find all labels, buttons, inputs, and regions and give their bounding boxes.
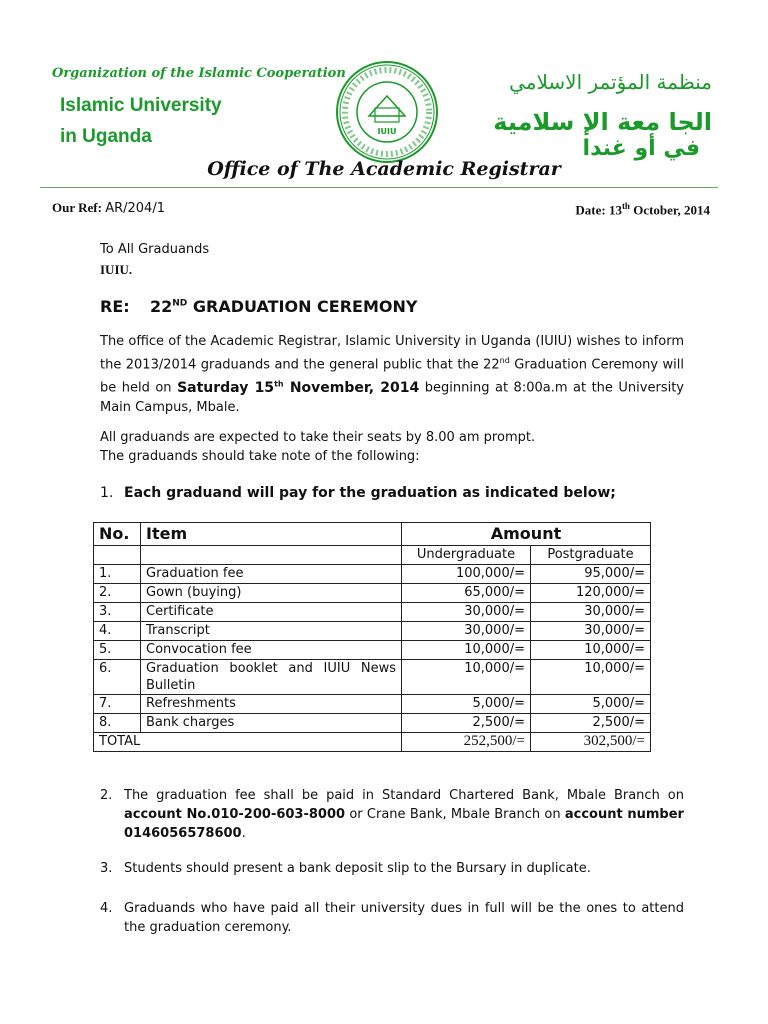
table-row: 2. Gown (buying) 65,000/= 120,000/= bbox=[94, 584, 651, 603]
organization-name: Organization of the Islamic Cooperation bbox=[52, 66, 346, 81]
total-label: TOTAL bbox=[94, 733, 402, 752]
office-title: Office of The Academic Registrar bbox=[207, 158, 561, 180]
subject-title: GRADUATION CEREMONY bbox=[192, 297, 418, 316]
instructions-line2: The graduands should take note of the following: bbox=[100, 449, 420, 464]
university-name-line2: in Uganda bbox=[60, 126, 152, 147]
table-row: 8. Bank charges 2,500/= 2,500/= bbox=[94, 714, 651, 733]
point-1-text: Each graduand will pay for the graduation as indicated below; bbox=[124, 485, 616, 501]
date-label: Date: bbox=[575, 202, 606, 218]
table-row: 5. Convocation fee 10,000/= 10,000/= bbox=[94, 641, 651, 660]
table-row: 7. Refreshments 5,000/= 5,000/= bbox=[94, 695, 651, 714]
point-3: 3. Students should present a bank deposit slip to the Bursary in duplicate. bbox=[100, 861, 591, 876]
recipient-line1: To All Graduands bbox=[100, 242, 210, 257]
fee-table-subheader bbox=[94, 546, 651, 565]
recipient-line2: IUIU. bbox=[100, 262, 133, 277]
seal-label: IUIU bbox=[377, 127, 397, 136]
reference bbox=[52, 200, 165, 216]
subject-line bbox=[100, 297, 417, 316]
reference-value: AR/204/1 bbox=[105, 201, 165, 216]
subject-number-suffix: ND bbox=[172, 298, 188, 309]
date-day: 13 bbox=[608, 202, 622, 218]
point-1-number: 1. bbox=[100, 485, 114, 501]
header-amount: Amount bbox=[402, 523, 651, 546]
header-no: No. bbox=[94, 523, 141, 546]
header-undergraduate: Undergraduate bbox=[402, 546, 531, 565]
account-number-1: account No.010-200-603-8000 bbox=[124, 807, 346, 822]
instructions-line1: All graduands are expected to take their seats by 8.00 am prompt. bbox=[100, 430, 536, 445]
letter-date bbox=[575, 201, 710, 218]
university-name-line1: Islamic University bbox=[60, 95, 222, 116]
header-item: Item bbox=[141, 523, 402, 546]
instructions-paragraph bbox=[100, 428, 684, 466]
reference-label: Our Ref: bbox=[52, 200, 102, 215]
point-1 bbox=[100, 485, 616, 501]
ceremony-date: Saturday 15th November, 2014 bbox=[177, 379, 420, 396]
arabic-organization: منظمة المؤتمر الاسلامي bbox=[509, 70, 712, 94]
point-4: 4. Graduands who have paid all their university dues in full will be the ones to attend the graduation ceremony. bbox=[100, 901, 684, 935]
subject-prefix: RE: bbox=[100, 297, 130, 316]
date-day-suffix: th bbox=[621, 201, 630, 211]
header-postgraduate: Postgraduate bbox=[531, 546, 651, 565]
point-2: 2. The graduation fee shall be paid in Standard Chartered Bank, Mbale Branch on account No.010-200-603-8000 or Crane Bank, Mbale Branch on account number 0146056578600. bbox=[100, 788, 684, 841]
table-row: 1. Graduation fee 100,000/= 95,000/= bbox=[94, 565, 651, 584]
announcement-paragraph: The office of the Academic Registrar, Islamic University in Uganda (IUIU) wishes to inform the 2013/2014 graduands and the general public that the 22nd Graduation Ceremony will be held on Saturday 15th November, 2014 beginning at 8:00a.m at the University Main Campus, Mbale. bbox=[100, 334, 685, 415]
fee-table bbox=[93, 522, 651, 752]
table-total-row bbox=[94, 733, 651, 752]
total-postgraduate: 302,500/= bbox=[531, 733, 651, 752]
header-divider bbox=[40, 187, 718, 188]
account-number-2: account number 0146056578600 bbox=[124, 807, 684, 841]
university-seal-icon bbox=[335, 60, 439, 164]
arabic-university-line2: في أو غندا bbox=[582, 136, 700, 161]
arabic-university-line1: الجا معة الإ سلامية bbox=[493, 108, 712, 136]
date-rest: October, 2014 bbox=[633, 202, 710, 218]
total-undergraduate: 252,500/= bbox=[402, 733, 531, 752]
table-row: 3. Certificate 30,000/= 30,000/= bbox=[94, 603, 651, 622]
fee-table-header bbox=[94, 523, 651, 546]
table-row: 6. Graduation booklet and IUIU News Bulletin 10,000/= 10,000/= bbox=[94, 660, 651, 695]
table-row: 4. Transcript 30,000/= 30,000/= bbox=[94, 622, 651, 641]
subject-number: 22 bbox=[150, 297, 173, 316]
